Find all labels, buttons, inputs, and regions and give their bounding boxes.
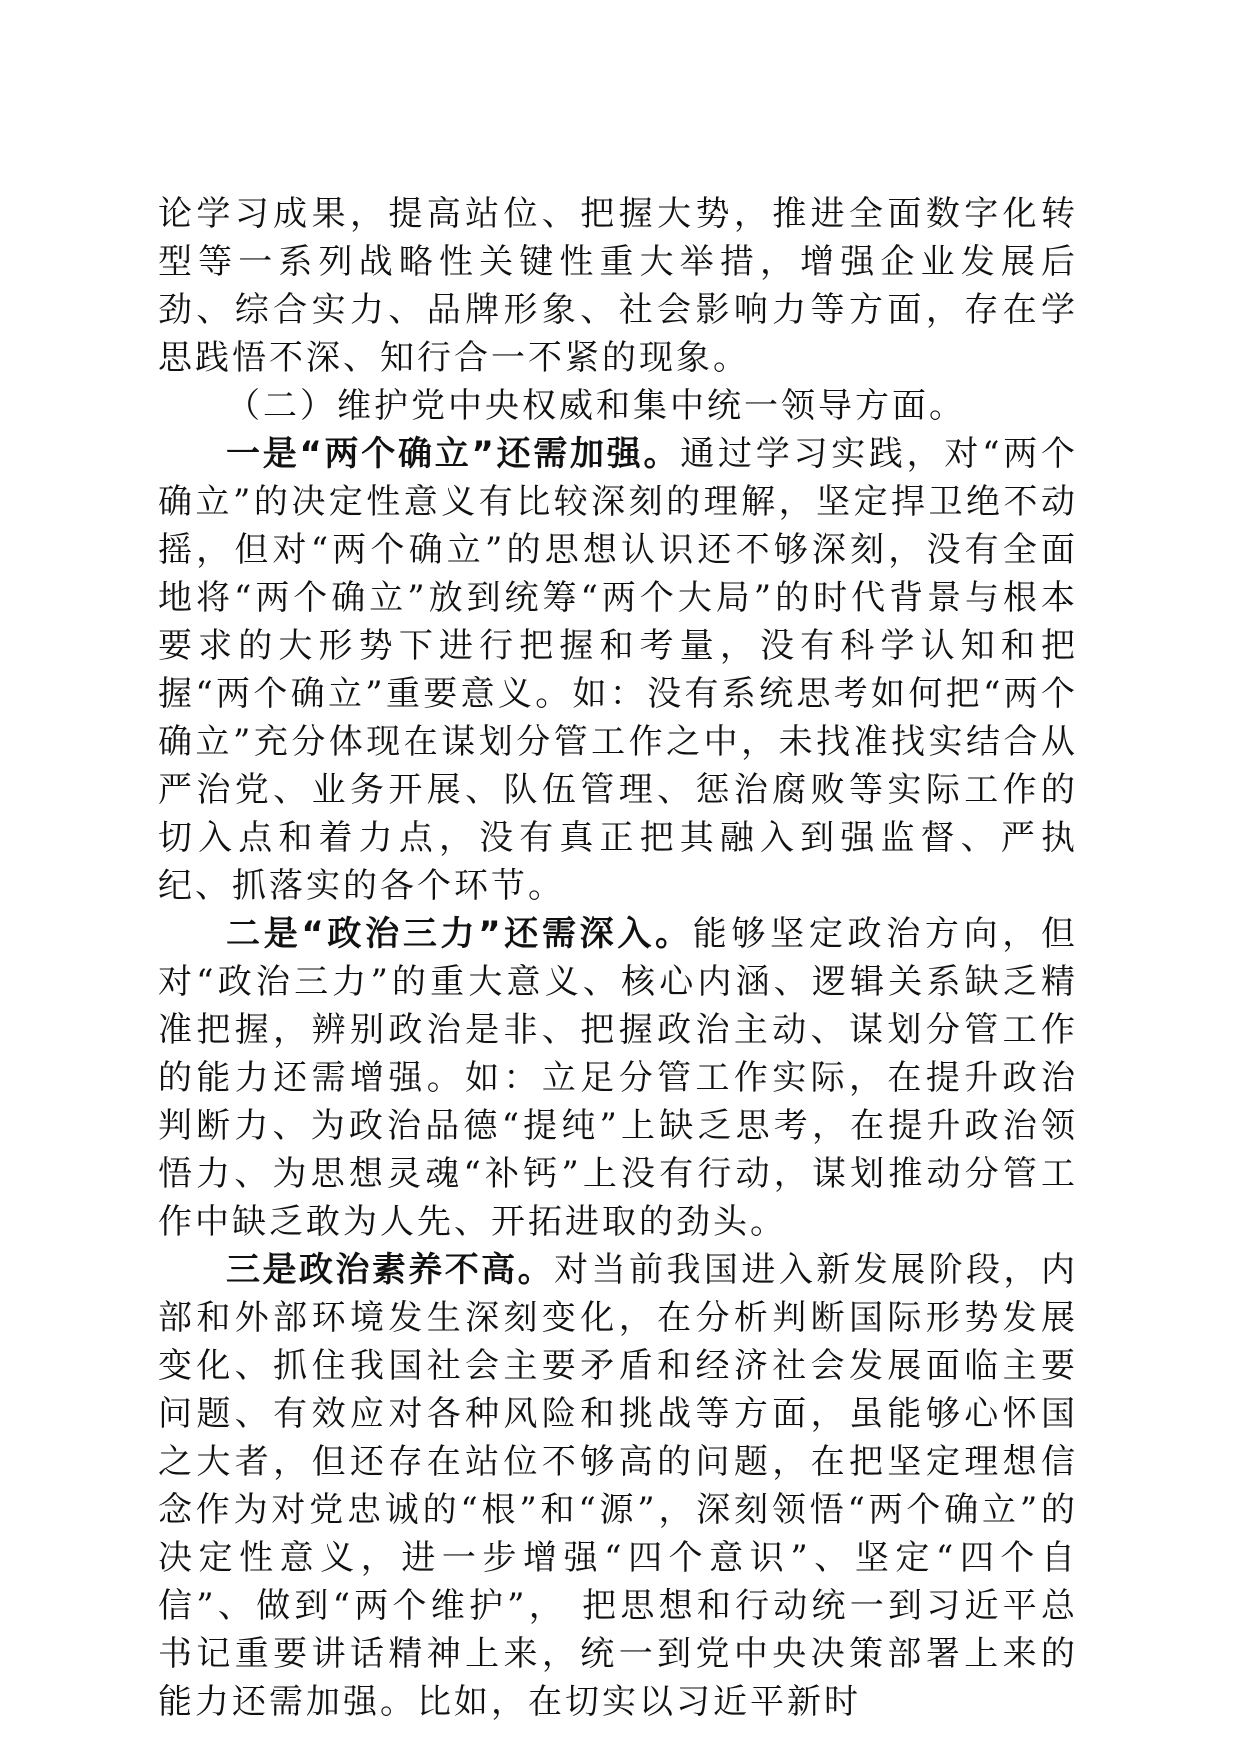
paragraph-political-literacy bbox=[158, 1246, 1078, 1726]
paragraph-lead: 三是政治素养不高。 bbox=[226, 1250, 555, 1290]
section-heading bbox=[158, 382, 1078, 430]
paragraph-text: 论学习成果，提高站位、把握大势，推进全面数字化转型等一系列战略性关键性重大举措，增强企业发展后劲、综合实力、品牌形象、社会影响力等方面，存在学思践悟不深、知行合一不紧的现象。 bbox=[158, 194, 1078, 378]
section-heading-text: （二）维护党中央权威和集中统一领导方面。 bbox=[226, 386, 966, 426]
paragraph-lead: 一是“两个确立”还需加强。 bbox=[226, 434, 681, 474]
paragraph-lead: 二是“政治三力”还需深入。 bbox=[226, 914, 693, 954]
paragraph-continuation bbox=[158, 190, 1078, 382]
paragraph-two-establishments bbox=[158, 430, 1078, 910]
paragraph-political-abilities bbox=[158, 910, 1078, 1246]
paragraph-text: 能够坚定政治方向，但对“政治三力”的重大意义、核心内涵、逻辑关系缺乏精准把握，辨别政治是非、把握政治主动、谋划分管工作的能力还需增强。如：立足分管工作实际，在提升政治判断力、为政治品德“提纯”上缺乏思考，在提升政治领悟力、为思想灵魂“补钙”上没有行动，谋划推动分管工作中缺乏敢为人先、开拓进取的劲头。 bbox=[158, 914, 1078, 1242]
paragraph-text: 通过学习实践，对“两个确立”的决定性意义有比较深刻的理解，坚定捍卫绝不动摇，但对“两个确立”的思想认识还不够深刻，没有全面地将“两个确立”放到统筹“两个大局”的时代背景与根本要求的大形势下进行把握和考量，没有科学认知和把握“两个确立”重要意义。如：没有系统思考如何把“两个确立”充分体现在谋划分管工作之中，未找准找实结合从严治党、业务开展、队伍管理、惩治腐败等实际工作的切入点和着力点，没有真正把其融入到强监督、严执纪、抓落实的各个环节。 bbox=[158, 434, 1078, 906]
document-body bbox=[158, 190, 1078, 1726]
paragraph-text: 对当前我国进入新发展阶段，内部和外部环境发生深刻变化，在分析判断国际形势发展变化、抓住我国社会主要矛盾和经济社会发展面临主要问题、有效应对各种风险和挑战等方面，虽能够心怀国之大者，但还存在站位不够高的问题，在把坚定理想信念作为对党忠诚的“根”和“源”，深刻领悟“两个确立”的决定性意义，进一步增强“四个意识”、坚定“四个自信”、做到“两个维护”， 把思想和行动统一到习近平总书记重要讲话精神上来，统一到党中央决策部署上来的能力还需加强。比如，在切实以习近平新时 bbox=[158, 1250, 1079, 1722]
